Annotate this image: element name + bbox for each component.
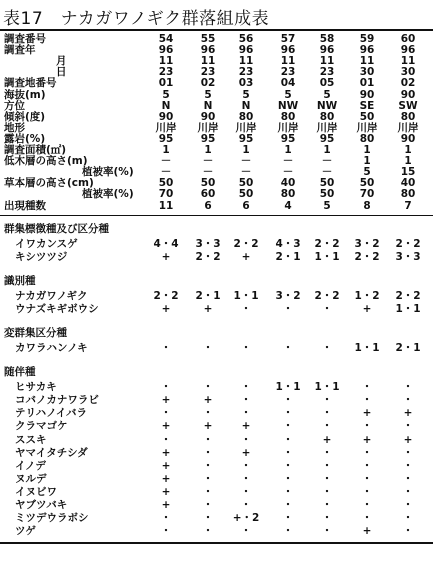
table-cell: 60 bbox=[200, 188, 216, 201]
table-cell: 96 bbox=[200, 44, 216, 57]
table-cell: 70 bbox=[359, 188, 375, 201]
table-cell: ・ bbox=[240, 381, 252, 394]
table-cell: ・ bbox=[160, 381, 172, 394]
row-label: カワラハンノキ bbox=[15, 342, 88, 354]
table-cell: ・ bbox=[321, 407, 333, 420]
table-cell: N bbox=[161, 99, 171, 112]
table-cell: ・ bbox=[240, 485, 252, 498]
table-cell: 2・2 bbox=[395, 289, 421, 302]
table-cell: + bbox=[161, 499, 171, 511]
species-row bbox=[0, 511, 435, 525]
table-cell: + bbox=[362, 525, 372, 538]
row-label: 傾斜(度) bbox=[4, 110, 46, 123]
row-label: 調査番号 bbox=[4, 33, 46, 45]
table-cell: 3・3 bbox=[395, 250, 421, 263]
table-cell: ・ bbox=[321, 420, 333, 433]
species-row bbox=[0, 380, 435, 394]
table-cell: 70 bbox=[158, 188, 174, 201]
table-cell: 1・2 bbox=[354, 289, 380, 302]
table-cell: 11 bbox=[319, 55, 335, 68]
table-cell: 40 bbox=[280, 177, 296, 190]
table-cell: 54 bbox=[158, 33, 174, 45]
table-cell: 30 bbox=[400, 66, 416, 79]
table-cell: ・ bbox=[240, 459, 252, 472]
table-cell: 1 bbox=[204, 144, 212, 156]
table-cell: 1 bbox=[162, 144, 170, 156]
table-cell: ・ bbox=[321, 459, 333, 472]
row-label: 出現種数 bbox=[4, 199, 46, 212]
row-label: 植被率(%) bbox=[82, 188, 134, 201]
species-row bbox=[0, 524, 435, 538]
section-label: 群集標徴種及び区分種 bbox=[4, 222, 109, 235]
table-cell: 2・2 bbox=[395, 237, 421, 250]
table-cell: 50 bbox=[158, 177, 174, 190]
table-cell: 2・1 bbox=[275, 250, 301, 263]
row-label: 調査地番号 bbox=[4, 77, 57, 90]
table-cell: + bbox=[241, 250, 251, 263]
table-cell: 11 bbox=[400, 55, 416, 68]
row-label: ヌルデ bbox=[15, 472, 47, 485]
table-cell: 90 bbox=[359, 88, 375, 101]
table-cell: ・ bbox=[240, 472, 252, 485]
table-cell: + bbox=[362, 407, 372, 420]
table-cell: 2・2 bbox=[314, 237, 340, 250]
table-cell: 57 bbox=[280, 33, 296, 45]
row-label: 方位 bbox=[4, 99, 25, 112]
species-row bbox=[0, 393, 435, 407]
table-title: 表17 ナカガワノギク群落組成表 bbox=[3, 9, 270, 29]
row-label: 日 bbox=[56, 66, 67, 79]
table-cell: ・ bbox=[321, 472, 333, 485]
table-cell: + bbox=[362, 302, 372, 315]
table-cell: ・ bbox=[321, 446, 333, 459]
table-cell: 40 bbox=[400, 177, 416, 190]
table-cell: 90 bbox=[158, 110, 174, 123]
species-row bbox=[0, 250, 435, 264]
table-cell: 川岸 bbox=[316, 121, 338, 134]
table-cell: 01 bbox=[359, 77, 375, 90]
table-cell: ・ bbox=[321, 499, 333, 511]
table-cell: ・ bbox=[202, 499, 214, 511]
table-cell: + bbox=[322, 433, 332, 446]
table-cell: ・ bbox=[402, 472, 414, 485]
table-cell: ・ bbox=[321, 512, 333, 525]
table-cell: 55 bbox=[200, 33, 216, 45]
row-label: ススキ bbox=[15, 433, 47, 446]
table-cell: ・ bbox=[361, 472, 373, 485]
table-cell: ・ bbox=[202, 446, 214, 459]
table-cell: 50 bbox=[319, 188, 335, 201]
table-cell: ・ bbox=[202, 485, 214, 498]
table-cell: 58 bbox=[319, 33, 335, 45]
table-cell: 96 bbox=[238, 44, 254, 57]
row-label: 低木層の高さ(m) bbox=[4, 155, 88, 168]
table-cell: N bbox=[241, 99, 251, 112]
table-cell: ・ bbox=[402, 459, 414, 472]
row-label: 調査面積(㎡) bbox=[4, 144, 67, 156]
table-cell: 1・1 bbox=[233, 289, 259, 302]
table-cell: SW bbox=[398, 99, 418, 112]
table-cell: ・ bbox=[202, 433, 214, 446]
table-cell: ・ bbox=[160, 433, 172, 446]
table-cell: 1 bbox=[363, 144, 371, 156]
table-cell: 96 bbox=[319, 44, 335, 57]
table-cell: 5 bbox=[323, 88, 331, 101]
table-cell: ・ bbox=[202, 459, 214, 472]
table-cell: 1 bbox=[404, 155, 412, 168]
table-cell: 川岸 bbox=[197, 121, 219, 134]
table-cell: 50 bbox=[359, 110, 375, 123]
table-cell: 5 bbox=[284, 88, 292, 101]
table-cell: 80 bbox=[400, 110, 416, 123]
table-cell: 3・2 bbox=[275, 289, 301, 302]
table-cell: 5 bbox=[162, 88, 170, 101]
table-cell: 2・2 bbox=[153, 289, 179, 302]
table-cell: 80 bbox=[280, 188, 296, 201]
table-cell: ・ bbox=[321, 525, 333, 538]
table-cell: ・ bbox=[282, 302, 294, 315]
table-cell: － bbox=[321, 155, 333, 168]
table-cell: + bbox=[203, 420, 213, 433]
table-cell: ・ bbox=[202, 407, 214, 420]
table-cell: ・ bbox=[402, 512, 414, 525]
species-row bbox=[0, 446, 435, 460]
table-cell: ・ bbox=[240, 407, 252, 420]
table-cell: ・ bbox=[402, 499, 414, 511]
table-cell: ・ bbox=[282, 459, 294, 472]
row-label: 草本層の高さ(cm) bbox=[4, 177, 94, 190]
table-cell: 5 bbox=[363, 166, 371, 179]
table-cell: ・ bbox=[282, 472, 294, 485]
table-cell: ・ bbox=[282, 342, 294, 354]
table-cell: ・ bbox=[282, 446, 294, 459]
table-cell: + bbox=[161, 420, 171, 433]
table-cell: 7 bbox=[404, 199, 412, 212]
section-label: 変群集区分種 bbox=[4, 327, 67, 339]
table-cell: 11 bbox=[200, 55, 216, 68]
table-cell: 8 bbox=[363, 199, 371, 212]
table-cell: 1 bbox=[242, 144, 250, 156]
table-cell: 2・2 bbox=[354, 250, 380, 263]
table-cell: 1・1 bbox=[314, 250, 340, 263]
table-cell: 80 bbox=[280, 110, 296, 123]
table-cell: 04 bbox=[280, 77, 296, 90]
table-cell: ・ bbox=[321, 302, 333, 315]
table-cell: ・ bbox=[160, 342, 172, 354]
species-row bbox=[0, 237, 435, 251]
table-cell: 4・3 bbox=[275, 237, 301, 250]
header-row bbox=[0, 199, 435, 213]
table-cell: ・ bbox=[361, 512, 373, 525]
table-cell: 1 bbox=[404, 144, 412, 156]
table-cell: 2・2 bbox=[314, 289, 340, 302]
species-row bbox=[0, 498, 435, 512]
table-cell: ・ bbox=[160, 407, 172, 420]
table-cell: + bbox=[203, 302, 213, 315]
table-cell: 11 bbox=[280, 55, 296, 68]
table-cell: 90 bbox=[400, 88, 416, 101]
row-label: ミツデウラボシ bbox=[15, 512, 89, 525]
table-cell: ・ bbox=[361, 446, 373, 459]
table-cell: 1 bbox=[363, 155, 371, 168]
table-cell: 1・1 bbox=[314, 381, 340, 394]
table-cell: ・ bbox=[282, 433, 294, 446]
table-cell: 5 bbox=[323, 199, 331, 212]
row-label: 植被率(%) bbox=[82, 166, 134, 179]
table-cell: 23 bbox=[319, 66, 335, 79]
row-label: 地形 bbox=[4, 121, 25, 134]
table-cell: 03 bbox=[238, 77, 254, 90]
bottom-rule bbox=[0, 542, 433, 544]
table-cell: ・ bbox=[402, 446, 414, 459]
table-cell: + bbox=[161, 250, 171, 263]
table-cell: + bbox=[203, 394, 213, 407]
table-cell: 50 bbox=[200, 177, 216, 190]
table-cell: ・ bbox=[240, 525, 252, 538]
row-label: イノデ bbox=[15, 459, 46, 472]
row-label: 海抜(m) bbox=[4, 88, 46, 101]
table-cell: 川岸 bbox=[397, 121, 419, 134]
table-cell: 60 bbox=[400, 33, 416, 45]
table-cell: 96 bbox=[280, 44, 296, 57]
header-rule bbox=[0, 215, 433, 216]
table-cell: + bbox=[161, 394, 171, 407]
row-label: イワカンスゲ bbox=[15, 237, 78, 250]
table-cell: ・ bbox=[240, 394, 252, 407]
table-cell: ・ bbox=[361, 499, 373, 511]
row-label: ヒサカキ bbox=[15, 381, 57, 394]
table-cell: 56 bbox=[238, 33, 254, 45]
table-cell: + bbox=[161, 472, 171, 485]
table-cell: 2・2 bbox=[233, 237, 259, 250]
species-row bbox=[0, 302, 435, 316]
row-label: イヌビワ bbox=[15, 485, 57, 498]
table-cell: 11 bbox=[158, 55, 174, 68]
table-cell: 80 bbox=[238, 110, 254, 123]
section-label: 随伴種 bbox=[4, 366, 36, 379]
species-row bbox=[0, 459, 435, 473]
table-cell: ・ bbox=[361, 394, 373, 407]
table-cell: 川岸 bbox=[155, 121, 177, 134]
table-cell: 2・1 bbox=[195, 289, 221, 302]
table-cell: 80 bbox=[359, 132, 375, 145]
table-cell: + bbox=[241, 420, 251, 433]
table-cell: + bbox=[161, 302, 171, 315]
table-cell: ・ bbox=[160, 525, 172, 538]
row-label: ツゲ bbox=[15, 525, 36, 538]
table-cell: + bbox=[403, 433, 413, 446]
table-cell: 95 bbox=[280, 132, 296, 145]
table-cell: 50 bbox=[238, 188, 254, 201]
row-label: 露岩(%) bbox=[4, 132, 46, 145]
table-cell: 3・3 bbox=[195, 237, 221, 250]
table-cell: 1・1 bbox=[395, 302, 421, 315]
table-cell: 6 bbox=[204, 199, 212, 212]
table-cell: 1 bbox=[284, 144, 292, 156]
table-cell: 2・1 bbox=[395, 342, 421, 354]
table-cell: 02 bbox=[200, 77, 216, 90]
table-cell: + bbox=[362, 433, 372, 446]
top-rule bbox=[0, 29, 433, 31]
row-label: キシツツジ bbox=[15, 250, 68, 263]
table-cell: 2・2 bbox=[195, 250, 221, 263]
table-cell: 23 bbox=[200, 66, 216, 79]
table-cell: 4・4 bbox=[153, 237, 179, 250]
table-cell: 30 bbox=[359, 66, 375, 79]
table-cell: － bbox=[202, 155, 214, 168]
table-cell: ・ bbox=[160, 512, 172, 525]
table-cell: 1・1 bbox=[275, 381, 301, 394]
table-cell: 95 bbox=[319, 132, 335, 145]
table-cell: 05 bbox=[319, 77, 335, 90]
table-cell: 50 bbox=[238, 177, 254, 190]
row-label: テリハノイバラ bbox=[15, 407, 88, 420]
table-cell: 23 bbox=[158, 66, 174, 79]
table-cell: 01 bbox=[158, 77, 174, 90]
table-cell: ・ bbox=[402, 420, 414, 433]
table-cell: 5 bbox=[204, 88, 212, 101]
table-cell: － bbox=[282, 166, 294, 179]
table-cell: 6 bbox=[242, 199, 250, 212]
species-row bbox=[0, 341, 435, 355]
table-cell: 50 bbox=[319, 177, 335, 190]
table-cell: ・ bbox=[402, 485, 414, 498]
table-cell: 11 bbox=[359, 55, 375, 68]
table-cell: ・ bbox=[321, 394, 333, 407]
table-cell: 23 bbox=[280, 66, 296, 79]
table-cell: 15 bbox=[400, 166, 416, 179]
table-cell: + bbox=[403, 407, 413, 420]
table-cell: ・ bbox=[202, 512, 214, 525]
table-cell: 23 bbox=[238, 66, 254, 79]
table-cell: NW bbox=[277, 99, 299, 112]
table-cell: 川岸 bbox=[277, 121, 299, 134]
table-cell: 1・1 bbox=[354, 342, 380, 354]
table-cell: + bbox=[161, 446, 171, 459]
table-cell: － bbox=[160, 166, 172, 179]
table-cell: 96 bbox=[359, 44, 375, 57]
row-label: 調査年 bbox=[4, 44, 36, 57]
table-cell: 11 bbox=[238, 55, 254, 68]
species-row bbox=[0, 289, 435, 303]
species-row bbox=[0, 485, 435, 499]
table-cell: ・ bbox=[202, 381, 214, 394]
table-cell: 1 bbox=[323, 144, 331, 156]
table-cell: ・ bbox=[240, 499, 252, 511]
table-cell: ・ bbox=[240, 433, 252, 446]
table-cell: ・ bbox=[321, 485, 333, 498]
table-cell: 80 bbox=[400, 188, 416, 201]
table-cell: ・ bbox=[402, 525, 414, 538]
table-cell: 95 bbox=[158, 132, 174, 145]
row-label: コバノカナワラビ bbox=[15, 394, 99, 407]
table-cell: 90 bbox=[200, 110, 216, 123]
table-cell: － bbox=[282, 155, 294, 168]
table-cell: N bbox=[203, 99, 213, 112]
table-cell: ・ bbox=[240, 302, 252, 315]
table-cell: － bbox=[160, 155, 172, 168]
table-cell: 80 bbox=[319, 110, 335, 123]
table-cell: 96 bbox=[158, 44, 174, 57]
table-cell: +・2 bbox=[232, 512, 260, 525]
species-row bbox=[0, 472, 435, 486]
table-cell: ・ bbox=[282, 394, 294, 407]
table-cell: － bbox=[240, 166, 252, 179]
table-cell: ・ bbox=[402, 394, 414, 407]
table-cell: ・ bbox=[202, 342, 214, 354]
table-cell: SE bbox=[359, 99, 375, 112]
table-cell: － bbox=[240, 155, 252, 168]
table-cell: ・ bbox=[282, 485, 294, 498]
table-cell: 5 bbox=[242, 88, 250, 101]
table-cell: ・ bbox=[402, 381, 414, 394]
table-cell: ・ bbox=[240, 342, 252, 354]
row-label: ヤブツバキ bbox=[15, 499, 68, 511]
table-cell: 96 bbox=[400, 44, 416, 57]
table-cell: ・ bbox=[202, 472, 214, 485]
table-cell: 95 bbox=[200, 132, 216, 145]
table-cell: ・ bbox=[361, 381, 373, 394]
species-row bbox=[0, 406, 435, 420]
table-cell: ・ bbox=[361, 485, 373, 498]
table-cell: ・ bbox=[202, 525, 214, 538]
table-cell: ・ bbox=[361, 420, 373, 433]
table-cell: NW bbox=[316, 99, 338, 112]
table-cell: 4 bbox=[284, 199, 292, 212]
table-cell: 川岸 bbox=[356, 121, 378, 134]
row-label: ナカガワノギク bbox=[15, 289, 88, 302]
table-cell: 90 bbox=[400, 132, 416, 145]
table-cell: ・ bbox=[282, 525, 294, 538]
species-row bbox=[0, 419, 435, 433]
table-cell: + bbox=[161, 485, 171, 498]
table-cell: ・ bbox=[321, 342, 333, 354]
table-cell: ・ bbox=[282, 407, 294, 420]
table-cell: 02 bbox=[400, 77, 416, 90]
section-label: 識別種 bbox=[4, 274, 36, 287]
row-label: ウナズキギボウシ bbox=[15, 302, 99, 315]
row-label: ヤマイタチシダ bbox=[15, 446, 88, 459]
table-cell: ・ bbox=[282, 499, 294, 511]
table-cell: + bbox=[241, 446, 251, 459]
table-cell: － bbox=[202, 166, 214, 179]
table-cell: 川岸 bbox=[235, 121, 257, 134]
table-cell: 50 bbox=[359, 177, 375, 190]
table-cell: 95 bbox=[238, 132, 254, 145]
table-cell: 59 bbox=[359, 33, 375, 45]
table-cell: + bbox=[161, 459, 171, 472]
table-cell: ・ bbox=[361, 459, 373, 472]
row-label: クラマゴケ bbox=[15, 420, 68, 433]
table-cell: ・ bbox=[282, 420, 294, 433]
species-row bbox=[0, 433, 435, 447]
table-cell: － bbox=[321, 166, 333, 179]
table-cell: ・ bbox=[282, 512, 294, 525]
table-cell: 3・2 bbox=[354, 237, 380, 250]
table-cell: 11 bbox=[158, 199, 174, 212]
row-label: 月 bbox=[56, 55, 67, 68]
